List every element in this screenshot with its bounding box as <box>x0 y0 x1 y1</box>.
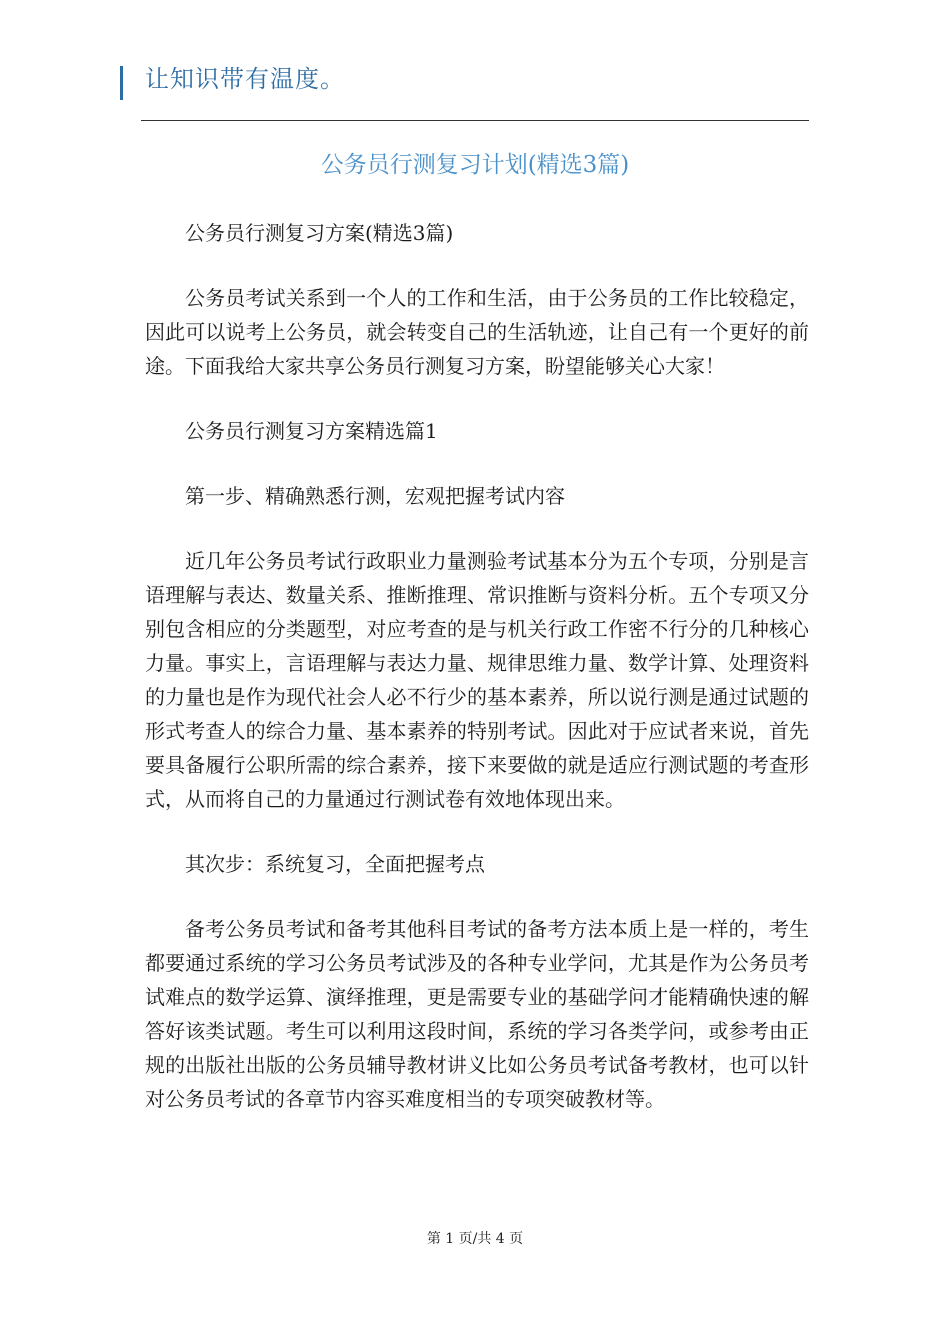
header-accent-bar <box>120 66 123 100</box>
paragraph-section-heading: 公务员行测复习方案精选篇1 <box>185 419 438 443</box>
header-slogan: 让知识带有温度。 <box>145 65 345 93</box>
paragraph-step-two-body: 备考公务员考试和备考其他科目考试的备考方法本质上是一样的，考生都要通过系统的学习公务员考试涉及的各种专业学问，尤其是作为公务员考试难点的数学运算、演绎推理，更是需要专业的基础学问才能精确快速的解答好该类试题。考生可以利用这段时间，系统的学习各类学问，或参考由正规的出版社出版的公务员辅导教材讲义比如公务员考试备考教材，也可以针对公务员考试的各章节内容买难度相当的专项突破教材等。 <box>145 917 809 1111</box>
page-footer: 第 1 页/共 4 页 <box>426 1231 524 1247</box>
paragraph-intro: 公务员考试关系到一个人的工作和生活，由于公务员的工作比较稳定，因此可以说考上公务员，就会转变自己的生活轨迹，让自己有一个更好的前途。下面我给大家共享公务员行测复习方案，盼望能够关心大家！ <box>145 286 809 378</box>
paragraph-step-one-heading: 第一步、精确熟悉行测，宏观把握考试内容 <box>185 484 565 508</box>
document-body <box>145 216 809 1147</box>
paragraph-subtitle: 公务员行测复习方案(精选3篇) <box>185 221 454 245</box>
document-title: 公务员行测复习计划(精选3篇) <box>320 152 630 178</box>
paragraph-step-two-heading: 其次步：系统复习，全面把握考点 <box>185 852 485 876</box>
header-divider <box>141 120 809 121</box>
paragraph-step-one-body: 近几年公务员考试行政职业力量测验考试基本分为五个专项，分别是言语理解与表达、数量关系、推断推理、常识推断与资料分析。五个专项又分别包含相应的分类题型，对应考查的是与机关行政工作密不行分的几种核心力量。事实上，言语理解与表达力量、规律思维力量、数学计算、处理资料的力量也是作为现代社会人必不行少的基本素养，所以说行测是通过试题的形式考查人的综合力量、基本素养的特别考试。因此对于应试者来说，首先要具备履行公职所需的综合素养，接下来要做的就是适应行测试题的考查形式，从而将自己的力量通过行测试卷有效地体现出来。 <box>145 549 809 811</box>
